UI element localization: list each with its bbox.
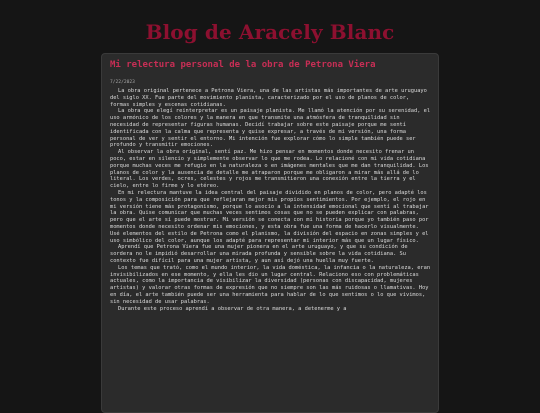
post-body xyxy=(110,88,431,312)
post-paragraph: Aprendí que Petrona Viera fue una mujer pionera en el arte uruguayo, y que su condición de sordera no le impidió desarrollar una mirada profunda y sensible sobre la vida cotidiana. Su contexto fue difícil para una mujer artista, y aun así dejó una huella muy fuerte. xyxy=(110,244,408,264)
post-paragraph: En mi relectura mantuve la idea central del paisaje dividido en planos de color, pero adapté los tonos y la composición para que reflejaran mejor mis propios sentimientos. Por ejemplo, el rojo en mi versión tiene más protagonismo, porque lo asocio a la intensidad emocional que sentí al trabajar la obra. Quise comunicar que muchas veces sentimos cosas que no se pueden explicar con palabras, pero que el arte sí puede mostrar. Mi versión se conecta con mi historia porque yo también paso por momentos donde necesito ordenar mis emociones, y esta obra fue una forma de hacerlo visualmente. Usé elementos del estilo de Petrona como el planismo, la división del espacio en zonas simples y el uso simbólico del color, aunque los adapté para representar mi interior más que un lugar físico. xyxy=(110,189,429,244)
post-paragraph: La obra original pertenece a Petrona Viera, una de las artistas más importantes de arte uruguayo del siglo XX. Fue parte del movimiento planista, caracterizado por el uso de planos de color, formas simples y escenas cotidianas. xyxy=(110,88,427,108)
post-paragraph: Los temas que trató, como el mundo interior, la vida doméstica, la infancia o la naturaleza, eran invisibilizados en ese momento, y ella les dio un lugar central. Relaciono eso con problemáticas actuales, como la importancia de visibilizar la diversidad (personas con discapacidad, mujeres artistas) y valorar otras formas de expresión que no siempre son las más ruidosas o llamativas. Hoy en día, el arte también puede ser una herramienta para hablar de lo que sentimos o lo que vivimos, sin necesidad de usar palabras. xyxy=(110,264,431,305)
post-date: 7/22/2023 xyxy=(110,80,135,85)
blog-title[interactable]: Blog de Aracely Blanc xyxy=(145,20,395,44)
post-paragraph: Al observar la obra original, sentí paz. Me hizo pensar en momentos donde necesito frenar un poco, estar en silencio y simplemente observar lo que me rodea. Lo relacioné con mi vida cotidiana porque muchas veces me refugio en la naturaleza o en imágenes mentales que me dan tranquilidad. Los planos de color y la ausencia de detalle me atraparon porque me obligaron a mirar más allá de lo literal. Los verdes, ocres, celestes y rojos me transmitieron una conexión entre la tierra y el cielo, entre lo firme y lo etéreo. xyxy=(110,149,429,190)
post-card xyxy=(101,53,439,413)
post-paragraph: La obra que elegí reinterpretar es un paisaje planista. Me llamó la atención por su serenidad, el uso armónico de los colores y la manera en que transmite una atmósfera de tranquilidad sin necesidad de representar figuras humanas. Decidí trabajar sobre este paisaje porque me sentí identificada con la calma que representa y quise expresar, a través de mi versión, una forma personal de ver y sentir el entorno. Mi intención fue explorar cómo lo simple también puede ser profundo y transmitir emociones. xyxy=(110,108,431,149)
post-paragraph: Durante este proceso aprendí a observar de otra manera, a detenerme y a xyxy=(118,305,347,312)
post-title[interactable]: Mi relectura personal de la obra de Petrona Viera xyxy=(110,60,376,70)
